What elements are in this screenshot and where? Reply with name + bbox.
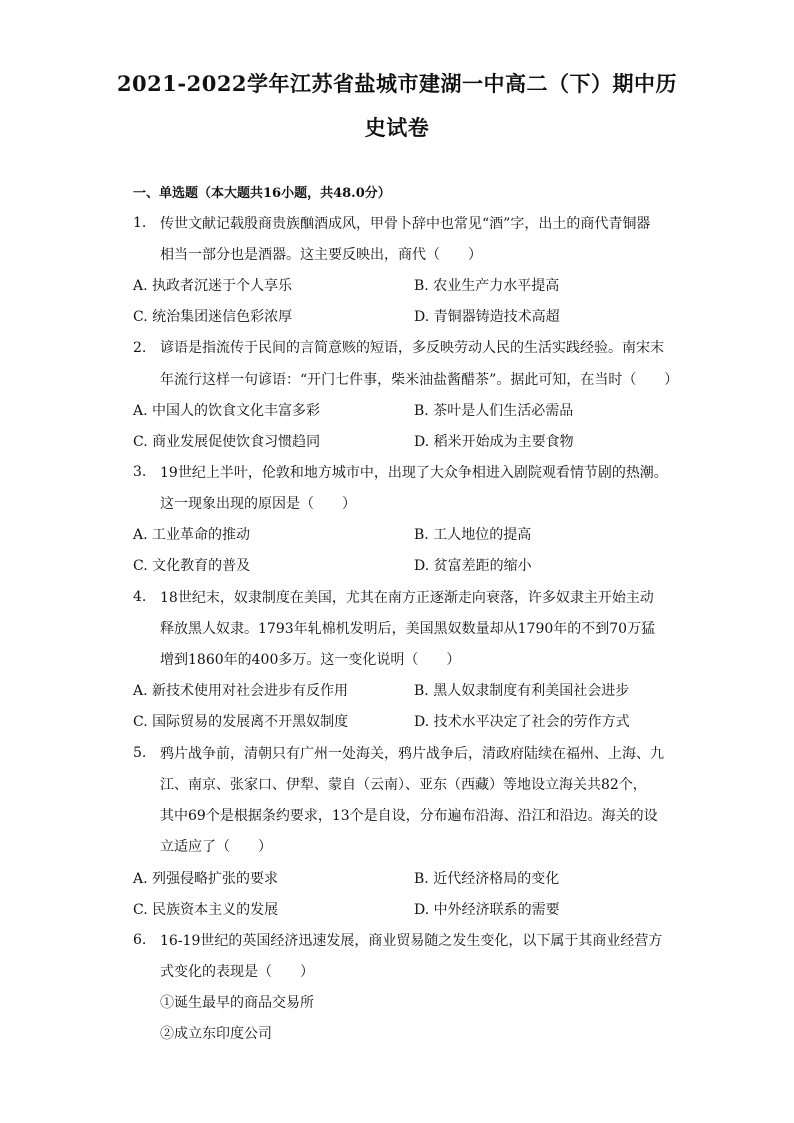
option-a: A. 执政者沉迷于个人享乐 [133, 278, 293, 294]
question-stem-line: 增到1860年的400多万。这一变化说明（ ） [160, 652, 461, 668]
option-b: B. 工人地位的提高 [414, 527, 532, 543]
option-a: A. 新技术使用对社会进步有反作用 [133, 683, 349, 699]
option-b: B. 茶叶是人们生活必需品 [414, 403, 574, 419]
option-b: B. 黑人奴隶制度有利美国社会进步 [414, 683, 630, 699]
question-stem-line: 18世纪末，奴隶制度在美国，尤其在南方正逐渐走向衰落，许多奴隶主开始主动 [160, 590, 654, 606]
question-stem-line: 年流行这样一句谚语：“开门七件事，柴米油盐酱醋茶”。据此可知，在当时（ ） [160, 372, 679, 388]
question-number: 3. [133, 464, 147, 480]
question-stem-line: 立适应了（ ） [160, 839, 272, 855]
question-number: 2. [133, 340, 147, 356]
option-a: A. 中国人的饮食文化丰富多彩 [133, 403, 321, 419]
question-statement-item: ②成立东印度公司 [160, 1026, 272, 1042]
question-number: 6. [133, 932, 147, 948]
question-stem-line: 16-19世纪的英国经济迅速发展，商业贸易随之发生变化，以下属于其商业经营方 [160, 933, 663, 949]
option-d: D. 青铜器铸造技术高超 [414, 309, 560, 325]
question-stem-line: 其中69个是根据条约要求，13个是自设，分布遍布沿海、沿江和沿边。海关的设 [160, 808, 658, 824]
option-c: C. 商业发展促使饮食习惯趋同 [133, 434, 321, 450]
option-c: C. 文化教育的普及 [133, 558, 251, 574]
question-number: 1. [133, 215, 147, 231]
option-b: B. 近代经济格局的变化 [414, 871, 560, 887]
question-stem-line: 鸦片战争前，清朝只有广州一处海关，鸦片战争后，清政府陆续在福州、上海、九 [160, 746, 664, 762]
question-number: 5. [133, 745, 147, 761]
question-number: 4. [133, 589, 147, 605]
section-heading: 一、单选题（本大题共16小题，共48.0分） [133, 186, 391, 201]
option-c: C. 统治集团迷信色彩浓厚 [133, 309, 293, 325]
question-stem-line: 释放黑人奴隶。1793年轧棉机发明后，美国黑奴数量却从1790年的不到70万猛 [160, 621, 656, 637]
option-d: D. 技术水平决定了社会的劳作方式 [414, 714, 630, 730]
document-title-line-1: 2021-2022学年江苏省盐城市建湖一中高二（下）期中历 [116, 71, 678, 96]
option-b: B. 农业生产力水平提高 [414, 278, 560, 294]
option-d: D. 贫富差距的缩小 [414, 558, 532, 574]
question-stem-line: 相当一部分也是酒器。这主要反映出，商代（ ） [160, 247, 482, 263]
option-a: A. 工业革命的推动 [133, 527, 251, 543]
question-stem-line: 式变化的表现是（ ） [160, 964, 314, 980]
question-stem-line: 江、南京、张家口、伊犁、蒙自（云南）、亚东（西藏）等地设立海关共82个， [160, 777, 647, 793]
document-title-line-2: 史试卷 [364, 115, 430, 140]
question-stem-line: 这一现象出现的原因是（ ） [160, 496, 356, 512]
question-stem-line: 19世纪上半叶，伦敦和地方城市中，出现了大众争相进入剧院观看情节剧的热潮。 [160, 465, 668, 481]
question-stem-line: 谚语是指流传于民间的言简意赅的短语，多反映劳动人民的生活实践经验。南宋末 [160, 340, 664, 356]
option-a: A. 列强侵略扩张的要求 [133, 871, 279, 887]
option-d: D. 中外经济联系的需要 [414, 902, 560, 918]
option-d: D. 稻米开始成为主要食物 [414, 434, 574, 450]
option-c: C. 国际贸易的发展离不开黑奴制度 [133, 714, 349, 730]
question-stem-line: 传世文献记载殷商贵族酗酒成风，甲骨卜辞中也常见“酒”字，出土的商代青铜器 [160, 216, 651, 232]
option-c: C. 民族资本主义的发展 [133, 902, 279, 918]
question-statement-item: ①诞生最早的商品交易所 [160, 995, 314, 1011]
